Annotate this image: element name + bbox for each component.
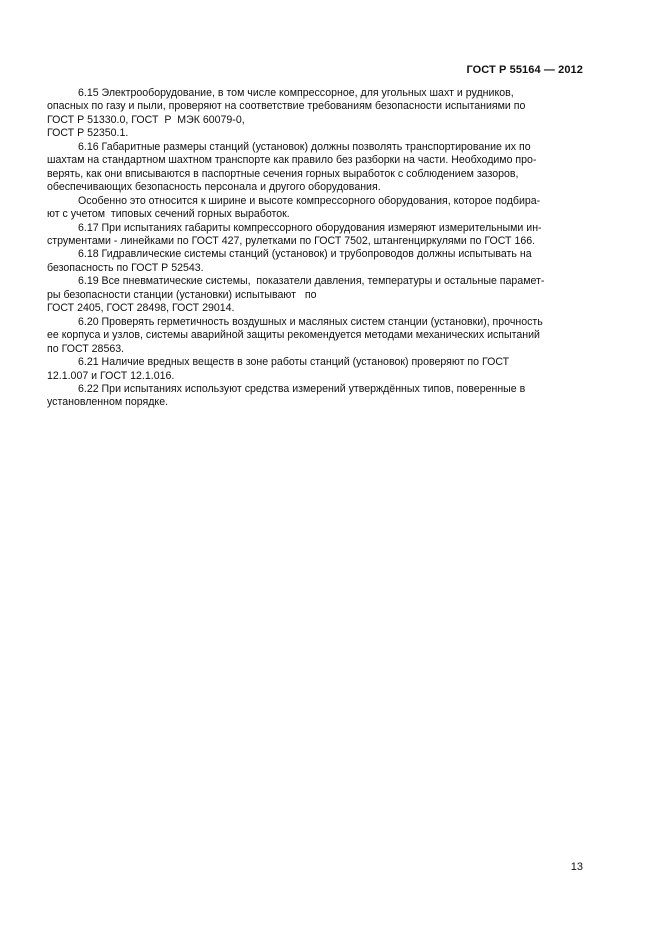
- text-line: 6.17 При испытаниях габариты компрессорного оборудования измеряют измерительными ин-: [78, 221, 542, 234]
- text-line: 6.19 Все пневматические системы, показатели давления, температуры и остальные парамет-: [78, 275, 545, 288]
- text-line: верять, как они вписываются в паспортные сечения горных выработок с соблюдением зазоров,: [47, 167, 519, 180]
- text-line: струментами - линейками по ГОСТ 427, рулетками по ГОСТ 7502, штангенциркулями по ГОСТ 166.: [47, 234, 536, 247]
- document-header-id: ГОСТ Р 55164 — 2012: [466, 64, 583, 76]
- page-number: 13: [570, 861, 583, 873]
- text-line: по ГОСТ 28563.: [47, 342, 125, 355]
- text-line: шахтам на стандартном шахтном транспорте как правило без разборки на части. Необходимо про-: [47, 154, 537, 167]
- text-line: 6.15 Электрооборудование, в том числе компрессорное, для угольных шахт и рудников,: [78, 87, 514, 99]
- text-line: 6.16 Габаритные размеры станций (установок) должны позволять транспортирование их по: [78, 140, 531, 153]
- text-line: ют с учетом типовых сечений горных выработок.: [47, 208, 290, 221]
- document-body: [47, 87, 587, 410]
- text-line: ГОСТ Р 52350.1.: [47, 127, 129, 140]
- text-line: ее корпуса и узлов, системы аварийной защиты рекомендуется методами механических испытаний: [47, 329, 540, 342]
- text-line: обеспечивающих безопасность персонала и другого оборудования.: [47, 181, 381, 194]
- text-line: 6.21 Наличие вредных веществ в зоне работы станций (установок) проверяют по ГОСТ: [78, 356, 510, 369]
- text-line: безопасность по ГОСТ Р 52543.: [47, 261, 204, 274]
- text-line: 12.1.007 и ГОСТ 12.1.016.: [47, 369, 175, 382]
- text-line: установленном порядке.: [47, 396, 169, 409]
- text-line: 6.22 При испытаниях используют средства измерений утверждённых типов, поверенные в: [78, 382, 526, 395]
- text-line: ры безопасности станции (установки) испытывают по: [47, 288, 317, 301]
- text-line: 6.20 Проверять герметичность воздушных и масляных систем станции (установки), прочность: [78, 315, 543, 328]
- text-line: 6.18 Гидравлические системы станций (установок) и трубопроводов должны испытывать на: [78, 248, 532, 261]
- text-line: опасных по газу и пыли, проверяют на соответствие требованиям безопасности испытаниями по: [47, 100, 526, 113]
- text-line: ГОСТ Р 51330.0, ГОСТ Р МЭК 60079-0,: [47, 113, 245, 126]
- text-line: ГОСТ 2405, ГОСТ 28498, ГОСТ 29014.: [47, 302, 235, 315]
- text-line: Особенно это относится к ширине и высоте компрессорного оборудования, которое подбира-: [78, 194, 541, 207]
